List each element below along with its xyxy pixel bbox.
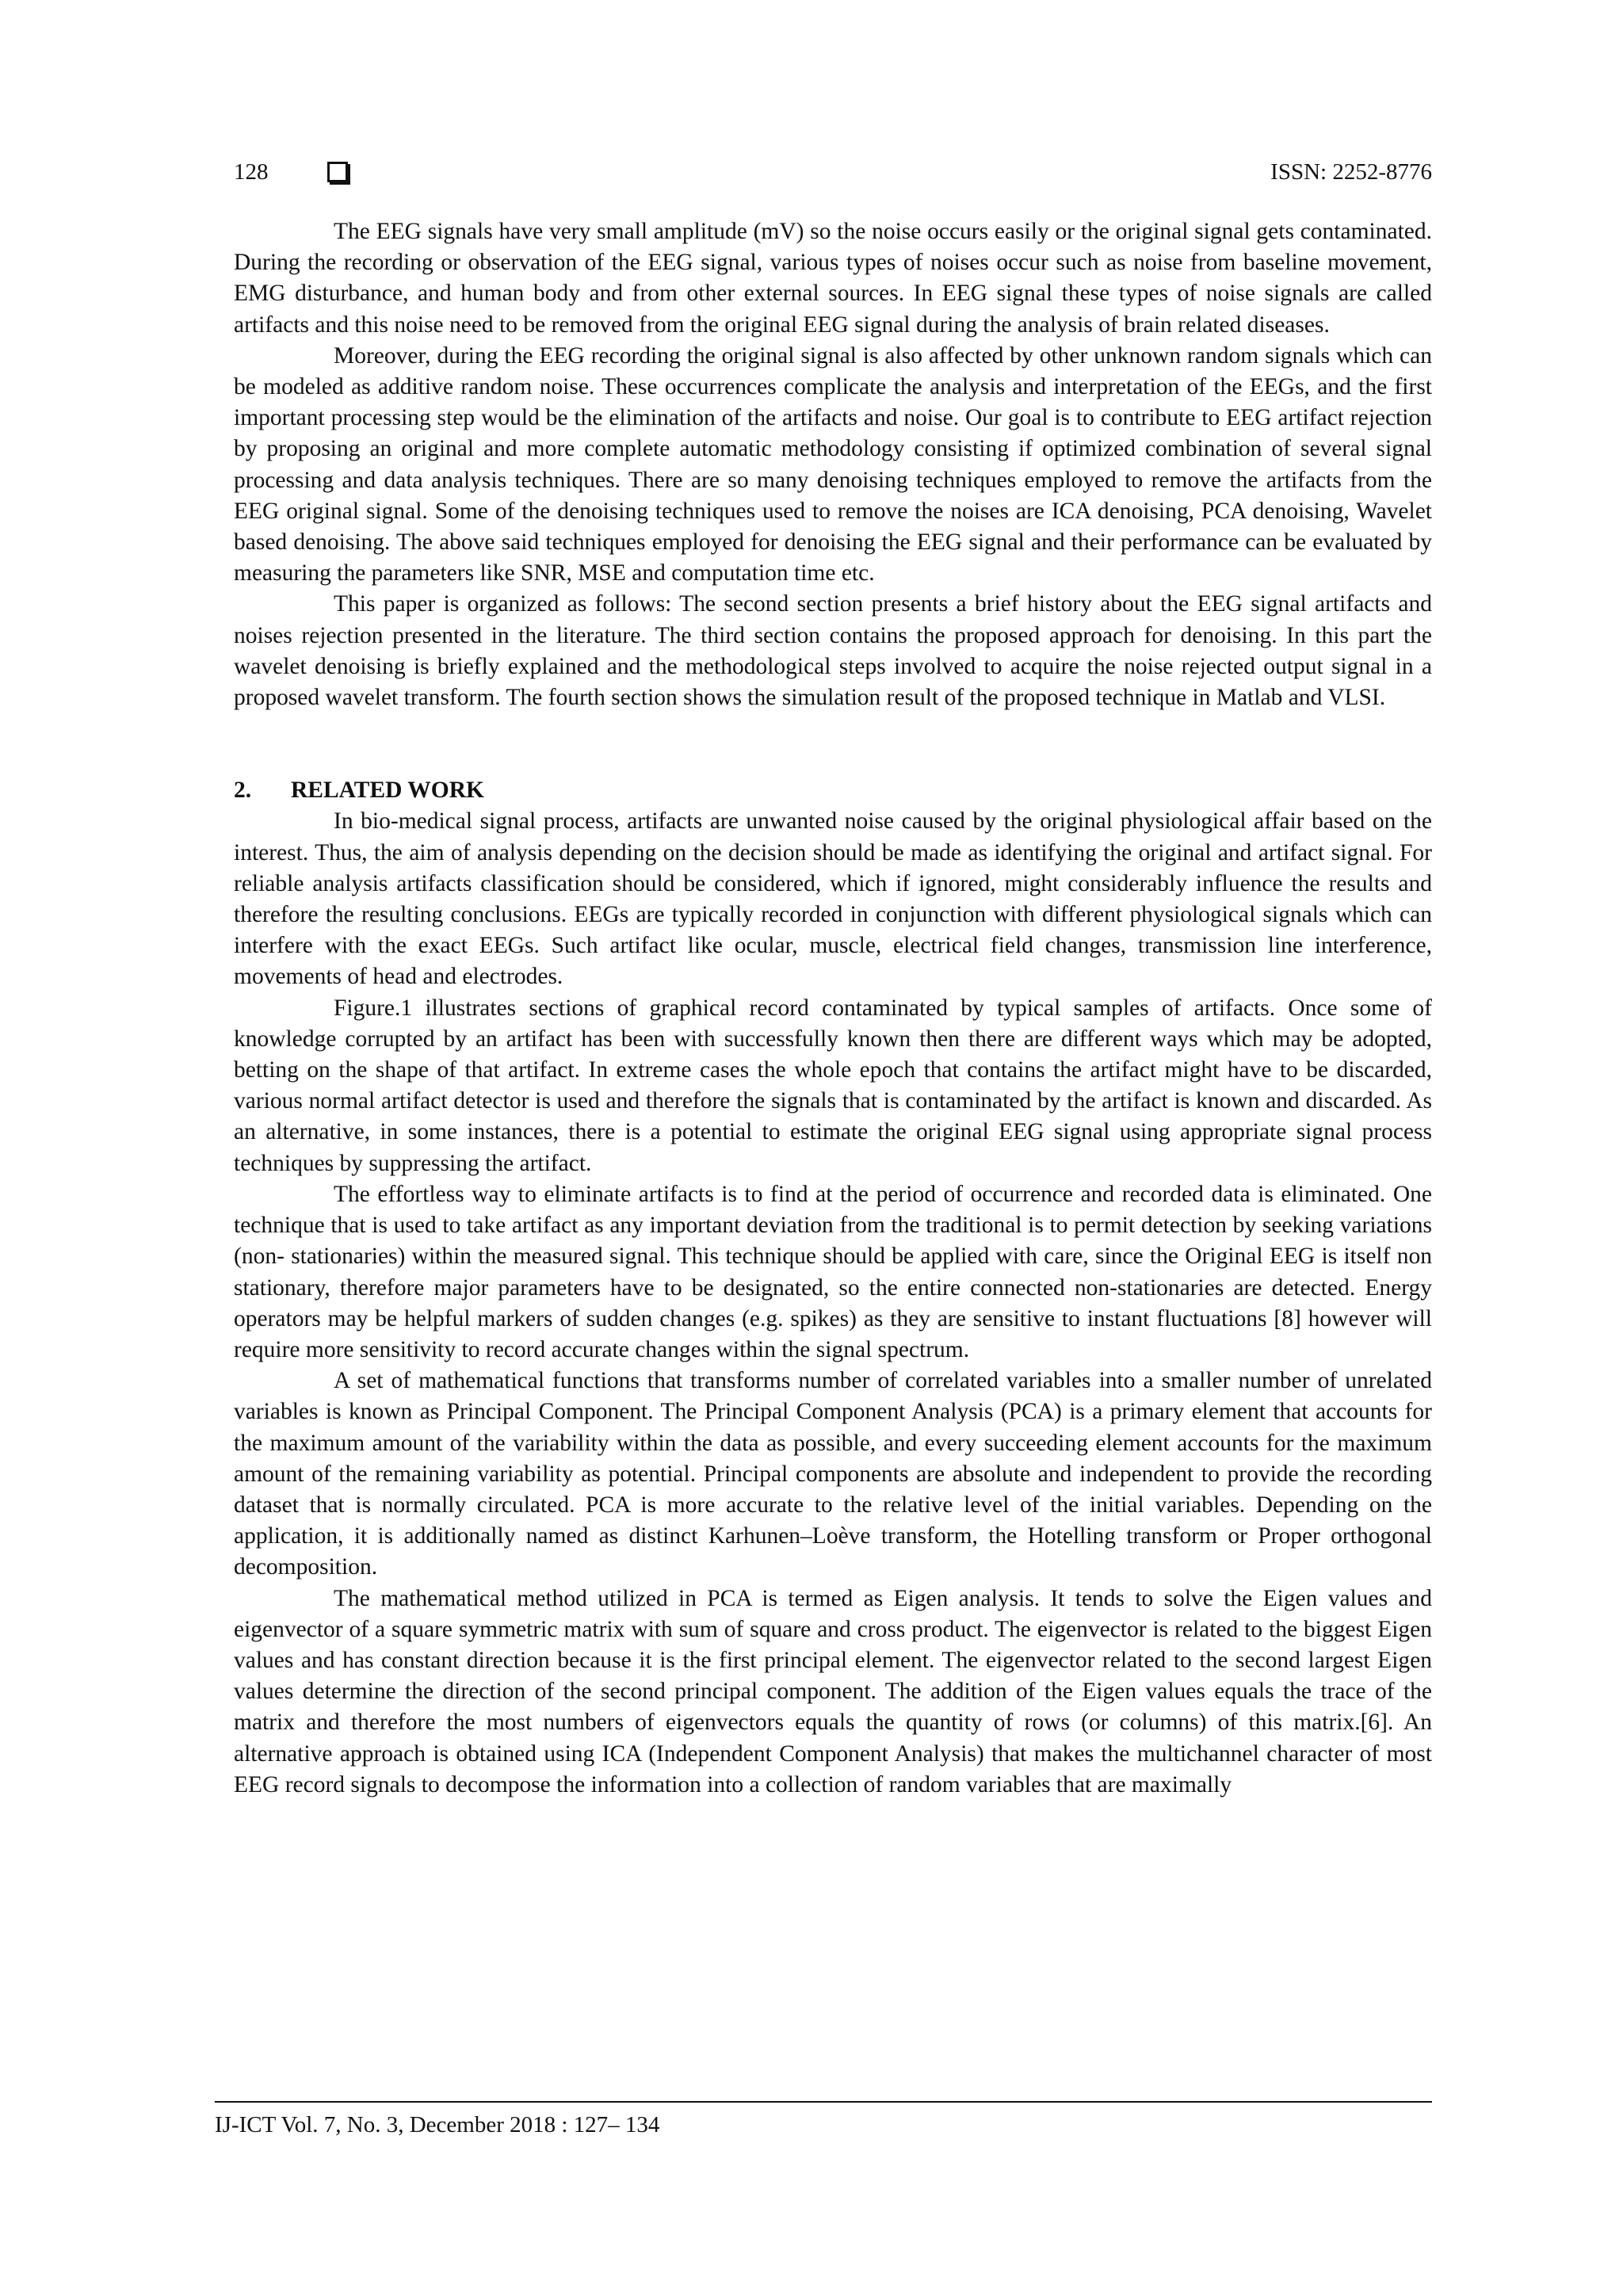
journal-citation: IJ-ICT Vol. 7, No. 3, December 2018 : 127– 134 bbox=[215, 2112, 660, 2137]
paragraph-related-2: Figure.1 illustrates sections of graphical record contaminated by typical samples of artifacts. Once some of knowledge corrupted by an artifact has been with successfully known then there are different ways which may be adopted, betting on the shape of that artifact. In extreme cases the whole epoch that contains the artifact might have to be discarded, various normal artifact detector is used and therefore the signals that is contaminated by the artifact is known and discarded. As an alternative, in some instances, there is a potential to estimate the original EEG signal using appropriate signal process techniques by suppressing the artifact. bbox=[234, 995, 1432, 1176]
paragraph-intro-2: Moreover, during the EEG recording the original signal is also affected by other unknown random signals which can be modeled as additive random noise. These occurrences complicate the analysis and interpretation of the EEGs, and the first important processing step would be the elimination of the artifacts and noise. Our goal is to contribute to EEG artifact rejection by proposing an original and more complete automatic methodology consisting if optimized combination of several signal processing and data analysis techniques. There are so many denoising techniques employed to remove the artifacts from the EEG original signal. Some of the denoising techniques used to remove the noises are ICA denoising, PCA denoising, Wavelet based denoising. The above said techniques employed for denoising the EEG signal and their performance can be evaluated by measuring the parameters like SNR, MSE and computation time etc. bbox=[234, 342, 1432, 586]
box-bullet-icon bbox=[327, 162, 348, 182]
paragraph-intro-1: The EEG signals have very small amplitude (mV) so the noise occurs easily or the original signal gets contaminated. During the recording or observation of the EEG signal, various types of noises occur such as noise from baseline movement, EMG disturbance, and human body and from other external sources. In EEG signal these types of noise signals are called artifacts and this noise need to be removed from the original EEG signal during the analysis of brain related diseases. bbox=[234, 219, 1432, 338]
running-footer bbox=[215, 2101, 1432, 2141]
section-number: 2. bbox=[234, 777, 252, 804]
paragraph-related-4: A set of mathematical functions that transforms number of correlated variables into a smaller number of unrelated variables is known as Principal Component. The Principal Component Analysis (PCA) is a primary element that accounts for the maximum amount of the variability within the data as possible, and every succeeding element accounts for the maximum amount of the remaining variability as potential. Principal components are absolute and independent to provide the recording dataset that is normally circulated. PCA is more accurate to the relative level of the initial variables. Depending on the application, it is additionally named as distinct Karhunen–Loève transform, the Hotelling transform or Proper orthogonal decomposition. bbox=[234, 1368, 1432, 1580]
body-text bbox=[234, 216, 1432, 1801]
section-title: RELATED WORK bbox=[291, 777, 484, 804]
paragraph-related-3: The effortless way to eliminate artifacts is to find at the period of occurrence and recorded data is eliminated. One technique that is used to take artifact as any important deviation from the traditional is to permit detection by seeking variations (non- stationaries) within the measured signal. This technique should be applied with care, since the Original EEG is itself non stationary, therefore major parameters have to be designated, so the entire connected non-stationaries are detected. Energy operators may be helpful markers of sudden changes (e.g. spikes) as they are sensitive to instant fluctuations [8] however will require more sensitivity to record accurate changes within the signal spectrum. bbox=[234, 1181, 1432, 1362]
paragraph-related-5: The mathematical method utilized in PCA is termed as Eigen analysis. It tends to solve the Eigen values and eigenvector of a square symmetric matrix with sum of square and cross product. The eigenvector is related to the biggest Eigen values and has constant direction because it is the first principal element. The eigenvector related to the second largest Eigen values determine the direction of the second principal component. The addition of the Eigen values equals the trace of the matrix and therefore the most numbers of eigenvectors equals the quantity of rows (or columns) of this matrix.[6]. An alternative approach is obtained using ICA (Independent Component Analysis) that makes the multichannel character of most EEG record signals to decompose the information into a collection of random variables that are maximally bbox=[234, 1585, 1432, 1797]
issn-label: ISSN: 2252-8776 bbox=[1270, 159, 1432, 185]
section-heading-related-work bbox=[234, 775, 1432, 806]
page-number: 128 bbox=[234, 159, 269, 185]
paragraph-intro-3: This paper is organized as follows: The second section presents a brief history about the EEG signal artifacts and noises rejection presented in the literature. The third section contains the proposed approach for denoising. In this part the wavelet denoising is briefly explained and the methodological steps involved to acquire the noise rejected output signal in a proposed wavelet transform. The fourth section shows the simulation result of the proposed technique in Matlab and VLSI. bbox=[234, 591, 1432, 711]
paragraph-related-1: In bio-medical signal process, artifacts are unwanted noise caused by the original physiological affair based on the interest. Thus, the aim of analysis depending on the decision should be made as identifying the original and artifact signal. For reliable analysis artifacts classification should be considered, which if ignored, might considerably influence the results and therefore the resulting conclusions. EEGs are typically recorded in conjunction with different physiological signals which can interfere with the exact EEGs. Such artifact like ocular, muscle, electrical field changes, transmission line interference, movements of head and electrodes. bbox=[234, 808, 1432, 990]
journal-page bbox=[215, 0, 1432, 2296]
footer-rule bbox=[215, 2101, 1432, 2103]
running-header bbox=[234, 156, 1432, 188]
